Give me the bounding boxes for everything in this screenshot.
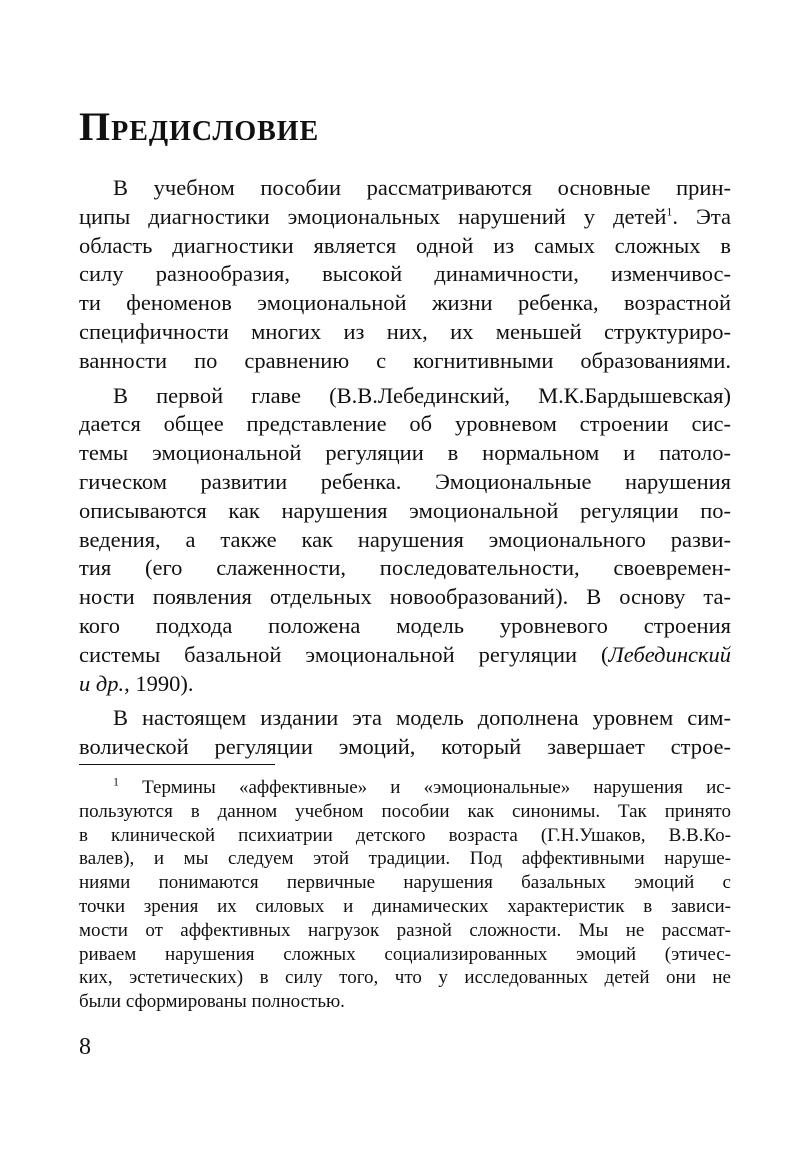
text-line (79, 203, 731, 232)
text-line: область диагностики является одной из самых сложных в (79, 232, 731, 258)
citation-author: Лебединский (608, 641, 731, 667)
text-line: кого подхода положена модель уровневого строения (79, 612, 731, 638)
footnote-line: в клинической психиатрии детского возраста (Г.Н.Ушаков, В.В.Ко- (79, 824, 731, 846)
footnote-line (79, 776, 731, 800)
text-line: ти феноменов эмоциональной жизни ребенка, возрастной (79, 290, 731, 316)
text-line: ности появления отдельных новообразований). В основу та- (79, 584, 731, 610)
footnote (79, 776, 731, 1014)
text-line: гическом развитии ребенка. Эмоциональные нарушения (79, 468, 731, 494)
text-fragment: . Эта (672, 203, 731, 229)
text-line (79, 670, 731, 699)
text-line: дается общее представление об уровневом строении сис- (79, 411, 731, 437)
text-line: силу разнообразия, высокой динамичности, изменчивос- (79, 261, 731, 287)
citation-etal: и др. (79, 670, 125, 696)
paragraph-2 (79, 382, 731, 699)
footnote-marker: 1 (113, 774, 119, 789)
footnote-divider (79, 764, 275, 765)
text-line: тия (его слаженности, последовательности, своевремен- (79, 555, 731, 581)
paragraph-3 (79, 704, 731, 762)
text-line: описываются как нарушения эмоциональной регуляции по- (79, 497, 731, 523)
text-line: темы эмоциональной регуляции в нормальном и патоло- (79, 440, 731, 466)
page-title: Предисловие (79, 104, 320, 149)
paragraph-1 (79, 174, 731, 376)
footnote-line: точки зрения их силовых и динамических характеристик в зависи- (79, 895, 731, 917)
text-fragment: системы базальной эмоциональной регуляции ( (79, 641, 609, 667)
text-line (79, 641, 731, 670)
footnote-line: мости от аффективных нагрузок разной сложности. Мы не рассмат- (79, 919, 731, 941)
text-line: волической регуляции эмоций, который завершает строе- (79, 734, 731, 760)
footnote-line: ниями понимаются первичные нарушения базальных эмоций с (79, 872, 731, 894)
text-line: ведения, а также как нарушения эмоционального разви- (79, 526, 731, 552)
main-text (79, 174, 731, 762)
footnote-line: валев), и мы следуем этой традиции. Под аффективными наруше- (79, 848, 731, 870)
text-line: В первой главе (В.В.Лебединский, М.К.Бардышевская) (113, 382, 731, 408)
footnote-line: пользуются в данном учебном пособии как синонимы. Так принято (79, 800, 731, 822)
footnote-line: были сформированы полностью. (79, 991, 345, 1013)
text-fragment: , 1990). (124, 670, 194, 696)
footnote-line: ких, эстетических) в силу того, что у исследованных детей они не (79, 967, 731, 989)
footnote-line: риваем нарушения сложных социализированных эмоций (этичес- (79, 943, 731, 965)
text-line: В настоящем издании эта модель дополнена уровнем сим- (113, 705, 731, 731)
footnote-reference[interactable]: 1 (666, 204, 673, 219)
text-fragment: ципы диагностики эмоциональных нарушений у детей (79, 203, 667, 229)
text-line: В учебном пособии рассматриваются основные прин- (113, 175, 731, 200)
page-number: 8 (79, 1034, 91, 1060)
text-line: ванности по сравнению с когнитивными образованиями. (79, 347, 731, 373)
text-fragment: Термины «аффективные» и «эмоциональные» нарушения ис- (142, 777, 731, 798)
text-line: специфичности многих из них, их меньшей структуриро- (79, 318, 731, 344)
